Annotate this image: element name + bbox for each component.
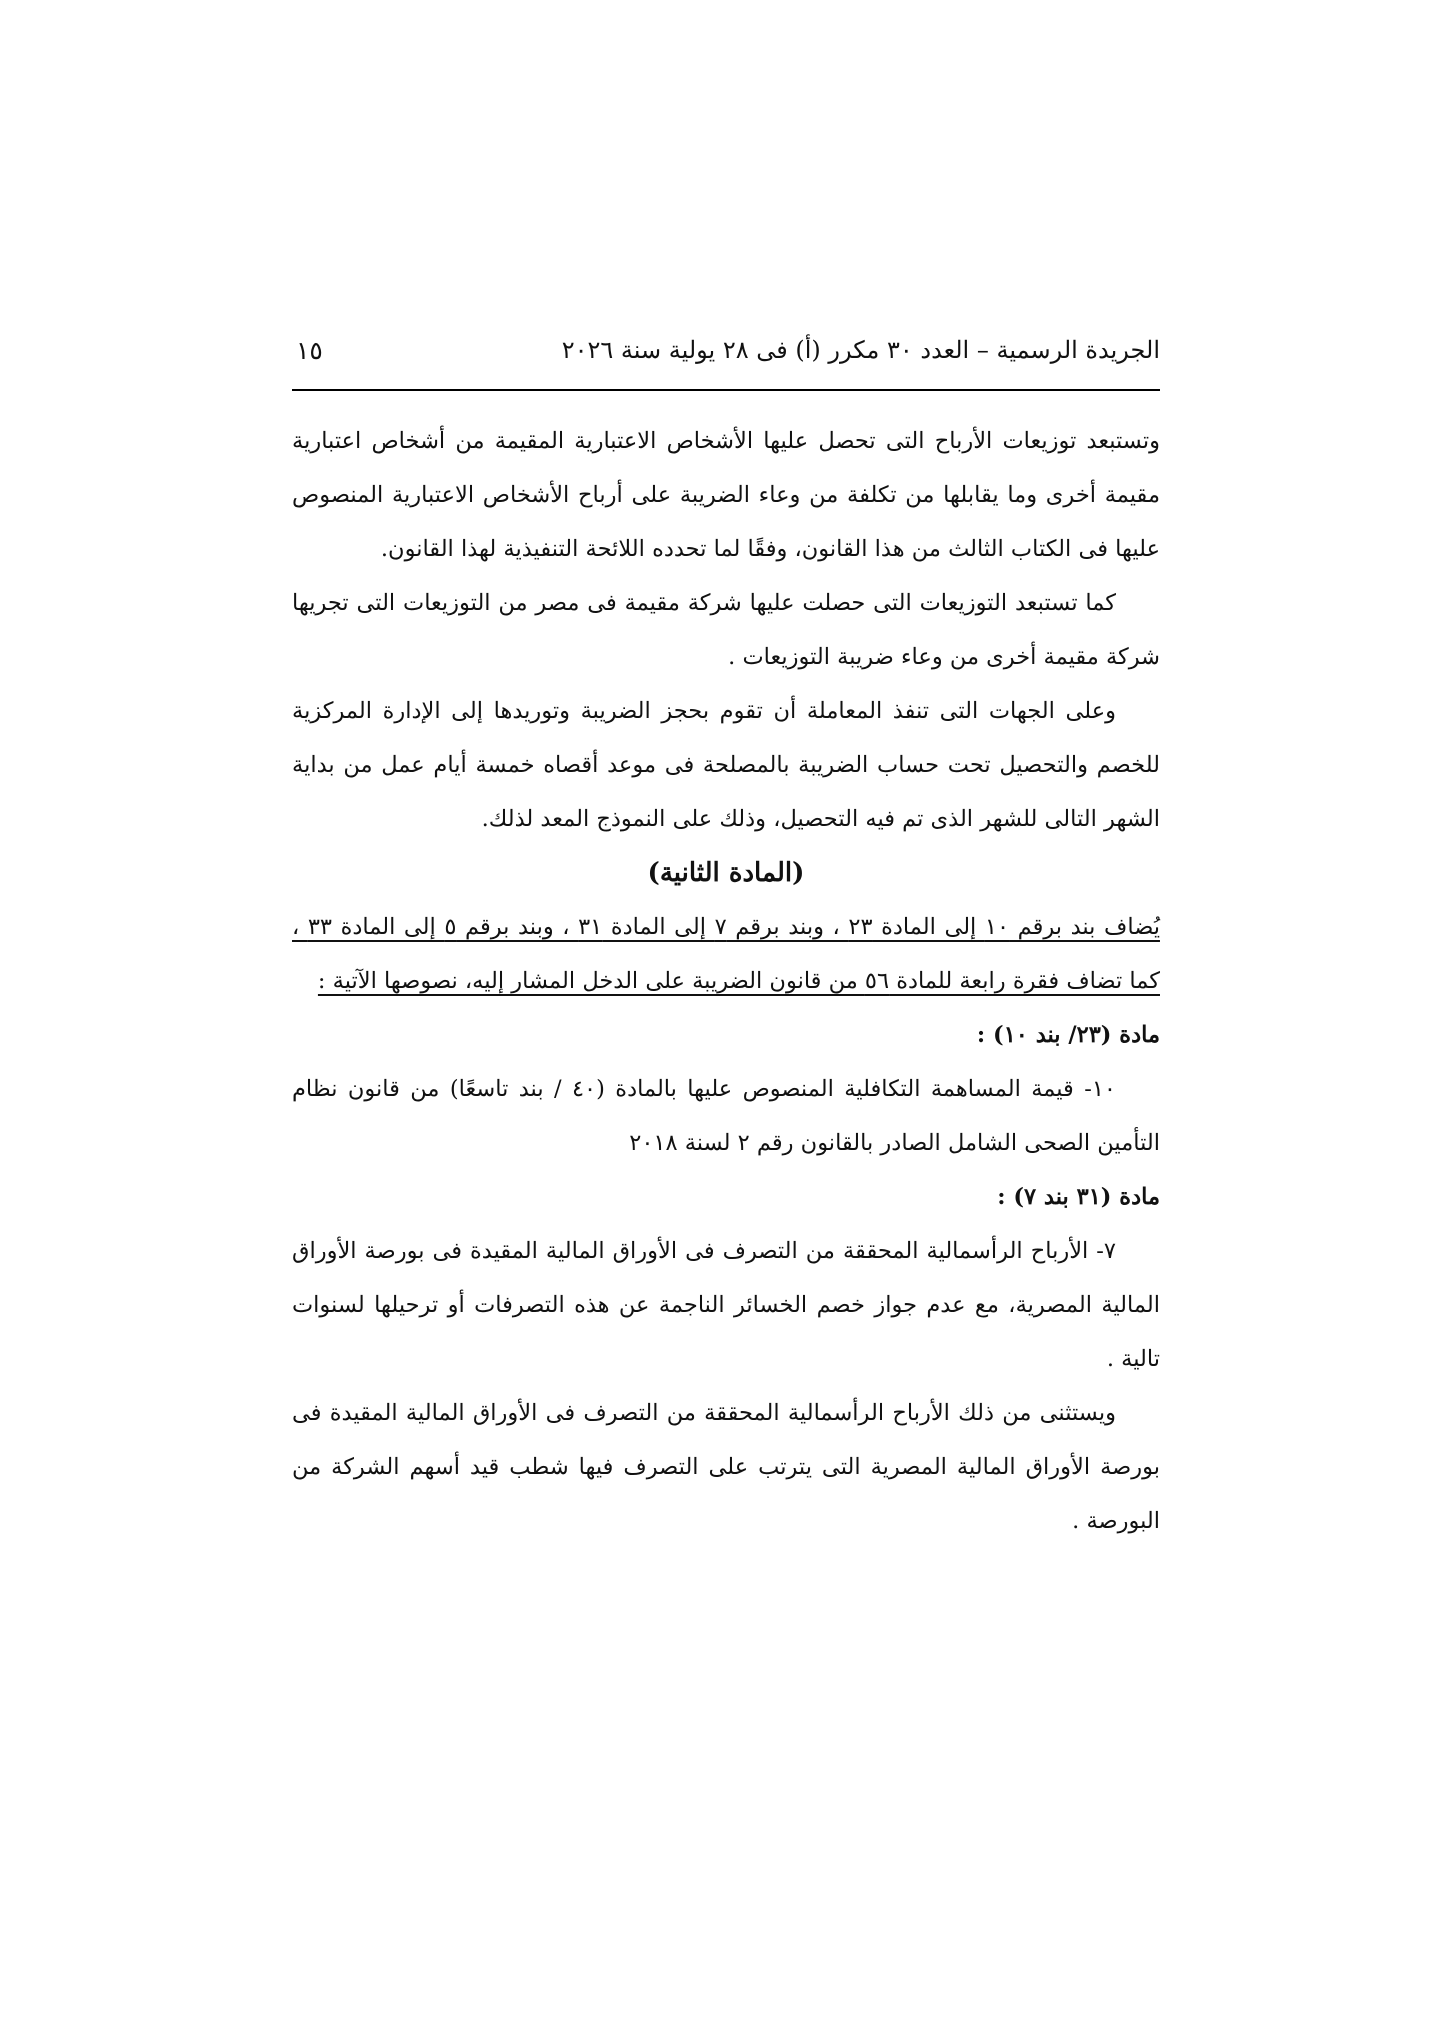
paragraph-7: ويستثنى من ذلك الأرباح الرأسمالية المحققة من التصرف فى الأوراق المالية المقيدة فى بورصة الأوراق المالية المصرية التى يترتب على التصرف فيها شطب قيد أسهم الشركة من البورصة . [292,1400,1160,1534]
paragraph-4: يُضاف بند برقم ١٠ إلى المادة ٢٣ ، وبند برقم ٧ إلى المادة ٣١ ، وبند برقم ٥ إلى المادة ٣٣ ، كما تضاف فقرة رابعة للمادة ٥٦ من قانون الضريبة على الدخل المشار إليه، نصوصها الآتية : [292,914,1160,994]
document-body [292,414,1160,1548]
paragraph-1: وتستبعد توزيعات الأرباح التى تحصل عليها الأشخاص الاعتبارية المقيمة من أشخاص اعتبارية مقيمة أخرى وما يقابلها من تكلفة من وعاء الضريبة على أرباح الأشخاص الاعتبارية المنصوص عليها فى الكتاب الثالث من هذا القانون، وفقًا لما تحدده اللائحة التنفيذية لهذا القانون. [292,428,1160,562]
article-heading: (المادة الثانية) [647,858,805,888]
paragraph-2: كما تستبعد التوزيعات التى حصلت عليها شركة مقيمة فى مصر من التوزيعات التى تجريها شركة مقيمة أخرى من وعاء ضريبة التوزيعات . [292,590,1160,670]
paragraph-6: ٧- الأرباح الرأسمالية المحققة من التصرف فى الأوراق المالية المقيدة فى بورصة الأوراق المالية المصرية، مع عدم جواز خصم الخسائر الناجمة عن هذه التصرفات أو ترحيلها لسنوات تالية . [292,1238,1160,1372]
subheading-article-23: مادة (٢٣/ بند ١٠) : [976,1022,1160,1048]
paragraph-3: وعلى الجهات التى تنفذ المعاملة أن تقوم بحجز الضريبة وتوريدها إلى الإدارة المركزية للخصم والتحصيل تحت حساب الضريبة بالمصلحة فى موعد أقصاه خمسة أيام عمل من بداية الشهر التالى للشهر الذى تم فيه التحصيل، وذلك على النموذج المعد لذلك. [292,698,1160,832]
page-number: ١٥ [296,336,323,365]
page-header [292,332,1160,382]
subheading-article-31: مادة (٣١ بند ٧) : [997,1184,1160,1210]
header-divider [292,389,1160,391]
header-title: الجريدة الرسمية – العدد ٣٠ مكرر (أ) فى ٢٨ يولية سنة ٢٠٢٦ [561,336,1160,364]
paragraph-5: ١٠- قيمة المساهمة التكافلية المنصوص عليها بالمادة (٤٠ / بند تاسعًا) من قانون نظام التأمين الصحى الشامل الصادر بالقانون رقم ٢ لسنة ٢٠١٨ [292,1076,1160,1156]
